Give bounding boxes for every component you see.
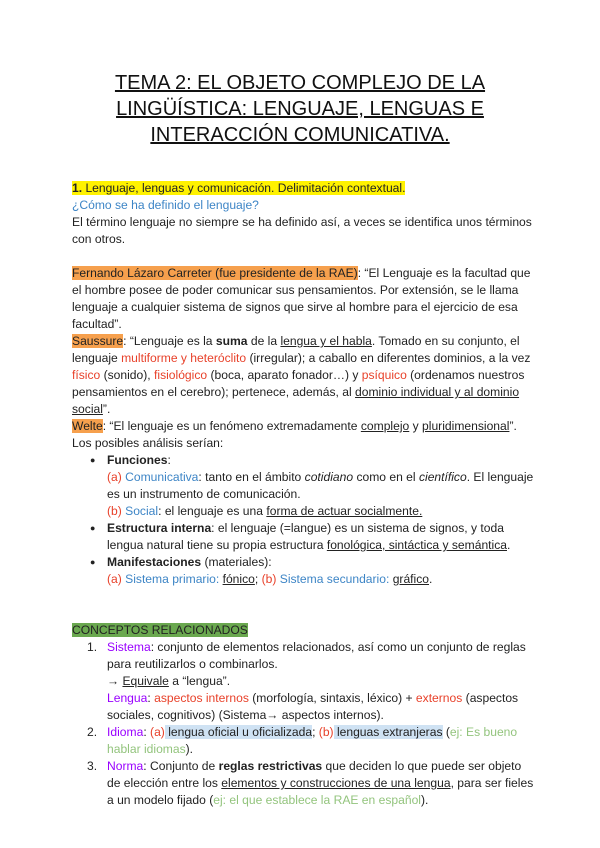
document-body bbox=[72, 180, 534, 809]
saussure-name: Saussure bbox=[72, 334, 124, 348]
text-run: fónico bbox=[222, 572, 255, 586]
text-run: ”. bbox=[509, 419, 517, 433]
text-run: (irregular); a caballo en diferentes dominios, a la vez bbox=[246, 351, 531, 365]
section-heading-text: Lenguaje, lenguas y comunicación. Delimitación contextual. bbox=[82, 181, 406, 195]
text-run: : “El lenguaje es un fenómeno extremadamente bbox=[102, 419, 361, 433]
text-run: ). bbox=[420, 793, 429, 807]
welte-paragraph bbox=[72, 418, 534, 435]
text-run: (a) bbox=[107, 572, 122, 586]
concept-term: Idioma bbox=[107, 725, 144, 739]
list-item bbox=[107, 554, 534, 588]
list-number: 1. bbox=[87, 640, 98, 654]
bullet-label: Funciones bbox=[107, 453, 168, 467]
text-run: ). bbox=[185, 742, 194, 756]
text-run: ”. bbox=[102, 402, 111, 416]
text-run: : el lenguaje (=langue) es un sistema de signos, y toda lengua natural tiene su propia estructura bbox=[107, 521, 504, 552]
text-run: ; bbox=[254, 572, 262, 586]
text-run: cotidiano bbox=[304, 470, 354, 484]
list-item bbox=[107, 452, 534, 520]
text-run: gráfico bbox=[392, 572, 429, 586]
text-run: . bbox=[507, 538, 511, 552]
text-run: psíquico bbox=[361, 368, 407, 382]
list-number: 2. bbox=[87, 725, 98, 739]
text-run: y bbox=[409, 419, 423, 433]
text-run: (a) bbox=[150, 725, 165, 739]
text-run: de la bbox=[247, 334, 281, 348]
list-item bbox=[87, 639, 534, 724]
text-run: : bbox=[143, 725, 151, 739]
lazaro-paragraph bbox=[72, 265, 534, 333]
bullet-label: Estructura interna bbox=[107, 521, 212, 535]
text-run: : bbox=[147, 691, 155, 705]
text-run: Lengua bbox=[107, 691, 148, 705]
text-run: como en el bbox=[353, 470, 419, 484]
list-number: 3. bbox=[87, 759, 98, 773]
analisis-intro: Los posibles análisis serían: bbox=[72, 436, 224, 450]
text-run: Comunicativa bbox=[121, 470, 199, 484]
concept-term: Sistema bbox=[107, 640, 151, 654]
document-title: TEMA 2: EL OBJETO COMPLEJO DE LA LINGÜÍSTICA: LENGUAJE, LENGUAS E INTERACCIÓN COMUNICATIVA. bbox=[114, 72, 486, 146]
text-run: Sistema secundario: bbox=[276, 572, 393, 586]
text-run: pluridimensional bbox=[422, 419, 510, 433]
text-run: que deciden lo que puede ser objeto de elección entre los bbox=[107, 759, 522, 790]
text-run: ej: Es bueno hablar idiomas bbox=[107, 725, 518, 756]
list-item bbox=[87, 758, 534, 809]
text-run: : conjunto de elementos relacionados, así como un conjunto de reglas para reutilizarlos o combinarlos. bbox=[107, 640, 526, 671]
welte-name: Welte bbox=[72, 419, 103, 433]
text-run: → bbox=[107, 674, 123, 688]
bullet-label: Manifestaciones bbox=[107, 555, 202, 569]
concept-term: Norma bbox=[107, 759, 144, 773]
text-run: : “Lenguaje es la bbox=[123, 334, 216, 348]
text-run: Sistema primario: bbox=[121, 572, 223, 586]
text-run: (b) bbox=[107, 504, 122, 518]
text-run: lenguas extranjeras bbox=[333, 725, 443, 739]
text-run: : bbox=[167, 453, 171, 467]
text-run: , para ser fieles a un modelo fijado ( bbox=[107, 776, 534, 807]
text-run: fisiológico bbox=[154, 368, 208, 382]
text-run: (a) bbox=[107, 470, 122, 484]
text-run: (morfología, sintaxis, léxico) + bbox=[248, 691, 416, 705]
saussure-paragraph bbox=[72, 333, 534, 418]
text-run: ej: el que establece la RAE en español bbox=[213, 793, 421, 807]
text-run: elementos y construcciones de una lengua bbox=[221, 776, 451, 790]
text-run: (boca, aparato fonador…) y bbox=[207, 368, 362, 382]
intro-paragraph: El término lenguaje no siempre se ha definido así, a veces se identifica unos términos con otros. bbox=[72, 215, 532, 246]
text-run: fonológica, sintáctica y semántica bbox=[326, 538, 507, 552]
text-run: forma de actuar socialmente. bbox=[266, 504, 423, 518]
text-run: dominio individual y al dominio social bbox=[72, 385, 520, 416]
list-item bbox=[87, 724, 534, 758]
text-run: : Conjunto de bbox=[143, 759, 219, 773]
text-run: ( bbox=[442, 725, 450, 739]
text-run: físico bbox=[72, 368, 101, 382]
text-run: Equivale bbox=[122, 674, 169, 688]
section-question: ¿Cómo se ha definido el lenguaje? bbox=[72, 198, 259, 212]
text-run: (b) bbox=[318, 725, 334, 739]
text-run: (b) bbox=[261, 572, 277, 586]
conceptos-heading: CONCEPTOS RELACIONADOS bbox=[72, 623, 248, 637]
list-item bbox=[107, 520, 534, 554]
text-run: . Tomado en su conjunto, el lenguaje bbox=[72, 334, 520, 365]
text-run: : el lenguaje es una bbox=[158, 504, 267, 518]
analisis-list bbox=[72, 452, 534, 588]
text-run: complejo bbox=[360, 419, 410, 433]
text-run: (materiales): bbox=[201, 555, 272, 569]
text-run: (ordenamos nuestros pensamientos en el cerebro); pertenece, además, al bbox=[72, 368, 525, 399]
text-run: suma bbox=[215, 334, 248, 348]
text-run: Social bbox=[121, 504, 159, 518]
lazaro-quote: : “El Lenguaje es la facultad que el hombre posee de poder comunicar sus pensamientos. Por extensión, se le llama lenguaje a cualquier sistema de signos que sirve al hombre para el ejercicio de esa facultad”. bbox=[72, 266, 531, 331]
text-run: lengua oficial u oficializada bbox=[164, 725, 313, 739]
text-run: (aspectos sociales, cognitivos) (Sistema→ aspectos internos). bbox=[107, 691, 519, 722]
section-number: 1. bbox=[72, 181, 83, 195]
text-run: (sonido), bbox=[100, 368, 155, 382]
text-run: ; bbox=[312, 725, 319, 739]
text-run: científico bbox=[418, 470, 467, 484]
lazaro-name: Fernando Lázaro Carreter (fue presidente de la RAE) bbox=[72, 266, 358, 280]
conceptos-list bbox=[72, 639, 534, 809]
conceptos-heading-row bbox=[72, 622, 534, 639]
section-heading bbox=[72, 180, 534, 197]
text-run: reglas restrictivas bbox=[218, 759, 323, 773]
text-run: multiforme y heteróclito bbox=[121, 351, 247, 365]
text-run: a “lengua”. bbox=[168, 674, 231, 688]
text-run: . bbox=[429, 572, 433, 586]
text-run: : tanto en el ámbito bbox=[198, 470, 305, 484]
text-run: . El lenguaje es un instrumento de comunicación. bbox=[107, 470, 534, 501]
text-run: aspectos internos bbox=[154, 691, 249, 705]
text-run: lengua y el habla bbox=[280, 334, 372, 348]
text-run: externos bbox=[415, 691, 463, 705]
